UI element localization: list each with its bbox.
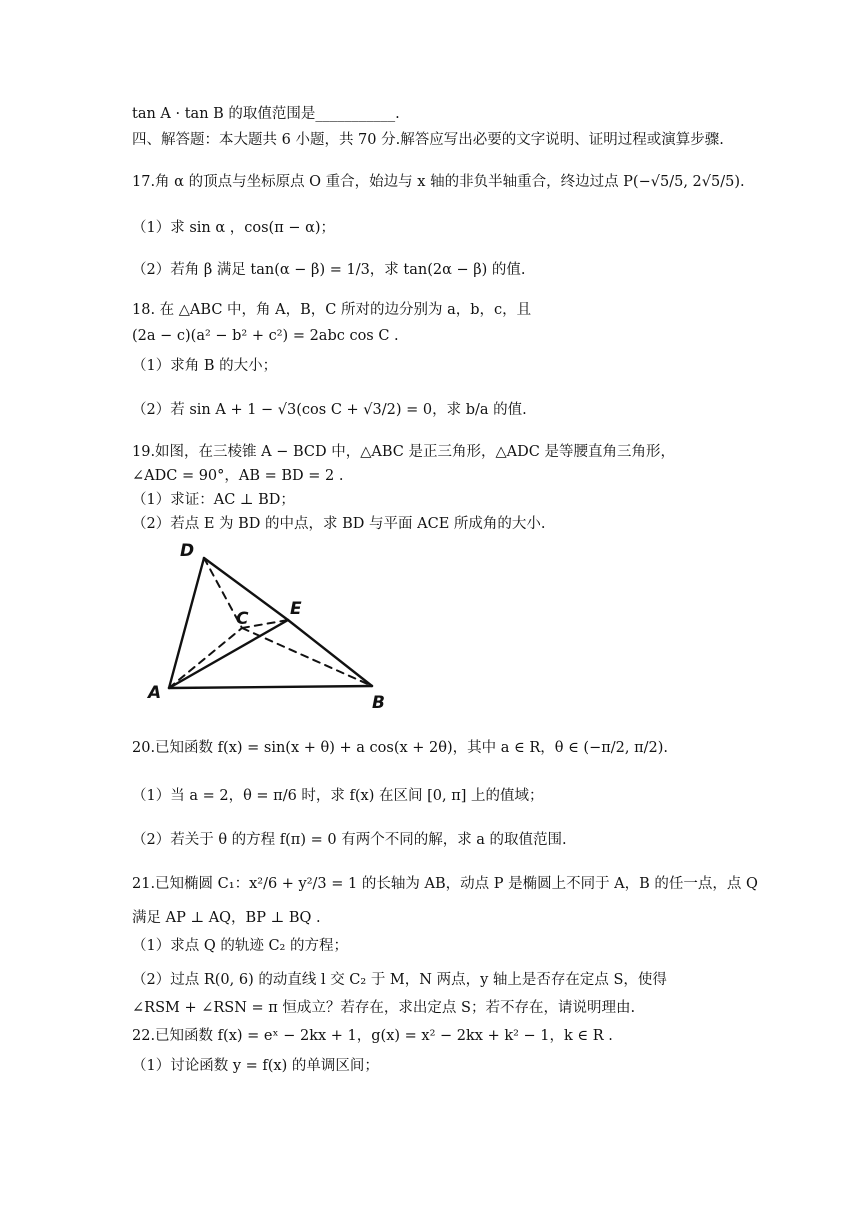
- q17-part1: （1）求 sin α ，cos(π − α)；: [132, 220, 336, 236]
- edge-EB: [288, 620, 372, 686]
- label-B: B: [372, 693, 385, 713]
- q21-part1: （1）求点 Q 的轨迹 C₂ 的方程；: [132, 938, 348, 954]
- label-C: C: [236, 609, 249, 629]
- q18-part1: （1）求角 B 的大小；: [132, 358, 278, 374]
- label-E: E: [290, 599, 302, 619]
- q17-stem: 17.角 α 的顶点与坐标原点 O 重合，始边与 x 轴的非负半轴重合，终边过点 P(−√5/5, 2√5/5).: [132, 174, 745, 190]
- edge-CB: [242, 628, 372, 686]
- edge-DA: [169, 558, 204, 688]
- q16-tail: tan A · tan B 的取值范围是___________.: [132, 106, 400, 122]
- edge-AE: [169, 620, 288, 688]
- q19-stem: 19.如图，在三棱锥 A − BCD 中，△ABC 是正三角形，△ADC 是等腰直角三角形，: [132, 444, 675, 460]
- edge-AC: [169, 628, 242, 688]
- q18-stem: 18. 在 △ABC 中，角 A，B，C 所对的边分别为 a，b，c，且: [132, 302, 532, 318]
- q21-conditions: 满足 AP ⊥ AQ，BP ⊥ BQ .: [132, 910, 321, 926]
- label-A: A: [148, 683, 162, 703]
- q21-stem: 21.已知椭圆 C₁：x²/6 + y²/3 = 1 的长轴为 AB，动点 P 是椭圆上不同于 A，B 的任一点，点 Q: [132, 876, 758, 892]
- q18-part2: （2）若 sin A + 1 − √3(cos C + √3/2) = 0，求 b/a 的值.: [132, 402, 527, 418]
- q20-part2: （2）若关于 θ 的方程 f(π) = 0 有两个不同的解，求 a 的取值范围.: [132, 832, 567, 848]
- edge-AB: [169, 686, 372, 688]
- q19-part1: （1）求证：AC ⊥ BD；: [132, 492, 295, 508]
- q20-stem: 20.已知函数 f(x) = sin(x + θ) + a cos(x + 2θ)，其中 a ∈ R，θ ∈ (−π/2, π/2).: [132, 740, 669, 756]
- q22-part1: （1）讨论函数 y = f(x) 的单调区间；: [132, 1058, 379, 1074]
- q22-stem: 22.已知函数 f(x) = eˣ − 2kx + 1，g(x) = x² − 2kx + k² − 1，k ∈ R .: [132, 1028, 613, 1044]
- label-D: D: [180, 541, 195, 561]
- q19-conditions: ∠ADC = 90°，AB = BD = 2 .: [132, 468, 344, 484]
- q21-part2: （2）过点 R(0, 6) 的动直线 l 交 C₂ 于 M，N 两点，y 轴上是否存在定点 S，使得: [132, 972, 667, 988]
- q20-part1: （1）当 a = 2，θ = π/6 时，求 f(x) 在区间 [0, π] 上的值域；: [132, 788, 544, 804]
- q17-part2: （2）若角 β 满足 tan(α − β) = 1/3，求 tan(2α − β) 的值.: [132, 262, 526, 278]
- q21-part2-cont: ∠RSM + ∠RSN = π 恒成立？若存在，求出定点 S；若不存在，请说明理由.: [132, 1000, 636, 1016]
- q19-part2: （2）若点 E 为 BD 的中点，求 BD 与平面 ACE 所成角的大小.: [132, 516, 546, 532]
- pyramid-figure: [140, 540, 390, 715]
- section-heading: 四、解答题：本大题共 6 小题，共 70 分.解答应写出必要的文字说明、证明过程或演算步骤.: [132, 132, 724, 148]
- q18-equation: (2a − c)(a² − b² + c²) = 2abc cos C .: [132, 328, 399, 344]
